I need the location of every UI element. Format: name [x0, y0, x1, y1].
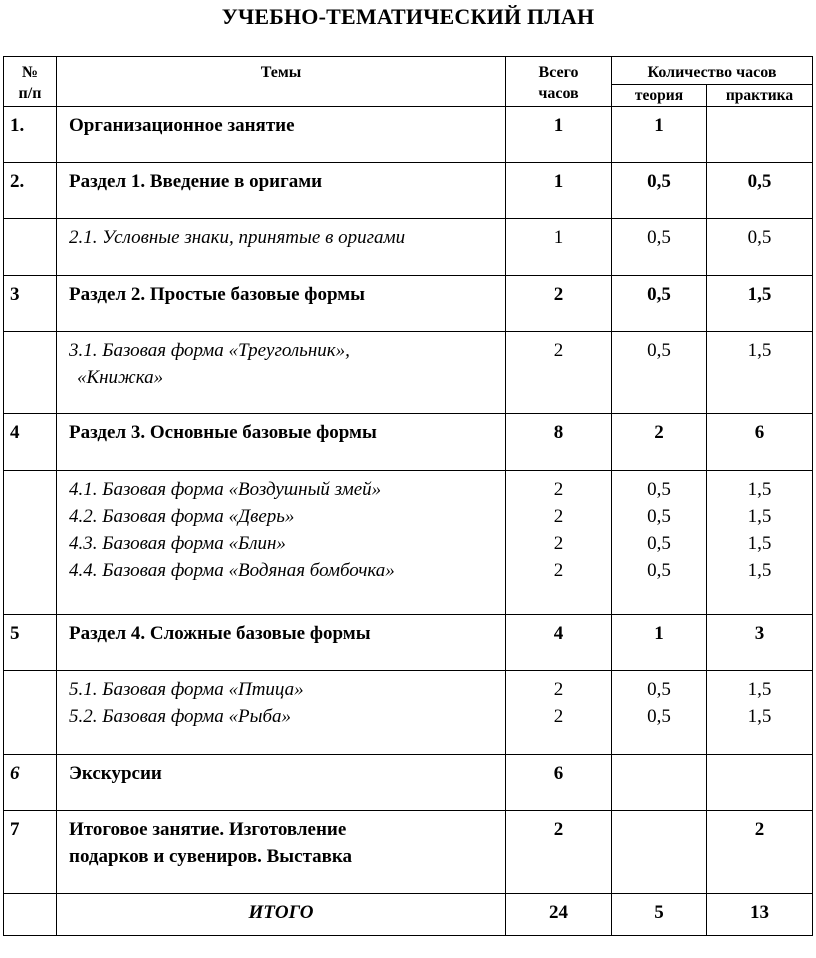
total-value: 1	[553, 227, 564, 248]
theory-value: 0,5	[647, 479, 671, 500]
topic-line: подарков и сувениров. Выставка	[69, 846, 353, 867]
table-row	[4, 332, 813, 414]
total-value: 2	[553, 506, 564, 527]
header-total-line2: часов	[538, 85, 579, 102]
table-row	[4, 414, 813, 471]
theory-value: 2	[654, 422, 664, 443]
table-row	[4, 755, 813, 811]
total-label: ИТОГО	[57, 894, 506, 936]
topic-line: Экскурсии	[69, 763, 162, 784]
practice-value: 1,5	[747, 706, 772, 727]
total-value: 2	[553, 284, 564, 305]
table-body	[4, 107, 813, 894]
total-value: 8	[553, 422, 564, 443]
row-practice	[707, 107, 813, 163]
row-total	[506, 219, 612, 276]
row-number: 2.	[4, 163, 57, 219]
row-topic	[57, 332, 506, 414]
row-topic	[57, 615, 506, 671]
theory-value: 0,5	[647, 506, 671, 527]
row-topic	[57, 671, 506, 755]
row-theory	[612, 219, 707, 276]
table-row	[4, 671, 813, 755]
topic-line: Организационное занятие	[69, 115, 295, 136]
header-num-line2: п/п	[18, 85, 42, 102]
row-total	[506, 332, 612, 414]
row-theory	[612, 107, 707, 163]
row-number	[4, 671, 57, 755]
total-value: 2	[553, 479, 564, 500]
row-total	[506, 471, 612, 615]
practice-value: 1,5	[747, 284, 772, 305]
header-practice: практика	[707, 85, 813, 107]
row-theory	[612, 276, 707, 332]
practice-value: 1,5	[747, 560, 772, 581]
row-topic	[57, 811, 506, 894]
row-total	[506, 276, 612, 332]
page-title: УЧЕБНО-ТЕМАТИЧЕСКИЙ ПЛАН	[221, 4, 595, 29]
row-total	[506, 615, 612, 671]
row-theory	[612, 163, 707, 219]
total-row	[4, 894, 813, 936]
row-theory	[612, 615, 707, 671]
row-practice	[707, 811, 813, 894]
topic-line: 5.1. Базовая форма «Птица»	[69, 679, 304, 700]
row-topic	[57, 414, 506, 471]
theory-value: 0,5	[647, 284, 671, 305]
row-topic	[57, 471, 506, 615]
topic-line: 4.2. Базовая форма «Дверь»	[69, 506, 295, 527]
row-total	[506, 811, 612, 894]
row-topic	[57, 107, 506, 163]
row-practice	[707, 163, 813, 219]
header-total	[506, 57, 612, 107]
total-value: 2	[553, 706, 564, 727]
row-practice	[707, 615, 813, 671]
practice-value: 0,5	[747, 171, 772, 192]
header-topics: Темы	[57, 57, 506, 107]
row-practice	[707, 671, 813, 755]
table-row	[4, 471, 813, 615]
row-number	[4, 471, 57, 615]
row-number: 4	[4, 414, 57, 471]
row-topic	[57, 755, 506, 811]
row-total	[506, 414, 612, 471]
theory-value: 0,5	[647, 340, 671, 361]
topic-line: 4.1. Базовая форма «Воздушный змей»	[69, 479, 382, 500]
topic-line: Раздел 2. Простые базовые формы	[69, 284, 366, 305]
topic-line: Итоговое занятие. Изготовление	[69, 819, 347, 840]
header-theory: теория	[612, 85, 707, 107]
row-practice	[707, 755, 813, 811]
practice-value: 1,5	[747, 506, 772, 527]
row-total	[506, 163, 612, 219]
practice-value: 1,5	[747, 340, 772, 361]
row-total	[506, 755, 612, 811]
row-topic	[57, 219, 506, 276]
row-total	[506, 671, 612, 755]
thematic-plan-table	[3, 56, 813, 936]
practice-value: 6	[754, 422, 765, 443]
table-total	[4, 894, 813, 936]
header-total-line1: Всего	[538, 64, 579, 81]
total-practice: 13	[707, 894, 813, 936]
topic-line: 3.1. Базовая форма «Треугольник»,	[69, 340, 350, 361]
row-number	[4, 332, 57, 414]
row-practice	[707, 332, 813, 414]
row-number	[4, 219, 57, 276]
table-row	[4, 811, 813, 894]
row-theory	[612, 671, 707, 755]
topic-line: 5.2. Базовая форма «Рыба»	[69, 706, 292, 727]
practice-value: 3	[754, 623, 765, 644]
total-value: 6	[553, 763, 564, 784]
row-practice	[707, 276, 813, 332]
topic-line: 4.4. Базовая форма «Водяная бомбочка»	[69, 560, 395, 581]
row-theory	[612, 332, 707, 414]
theory-value: 0,5	[647, 560, 671, 581]
row-number: 1.	[4, 107, 57, 163]
header-num	[4, 57, 57, 107]
practice-value: 1,5	[747, 479, 772, 500]
row-theory	[612, 755, 707, 811]
practice-value: 2	[754, 819, 765, 840]
row-number: 6	[4, 755, 57, 811]
theory-value: 0,5	[647, 171, 671, 192]
theory-value: 0,5	[647, 679, 671, 700]
total-value: 2	[553, 819, 564, 840]
table-header	[4, 57, 813, 107]
total-theory: 5	[612, 894, 707, 936]
row-topic	[57, 163, 506, 219]
total-hours: 24	[506, 894, 612, 936]
row-number: 5	[4, 615, 57, 671]
theory-value: 0,5	[647, 227, 671, 248]
row-practice	[707, 471, 813, 615]
total-value: 1	[553, 115, 564, 136]
header-hours: Количество часов	[612, 57, 813, 85]
topic-line: Раздел 4. Сложные базовые формы	[69, 623, 371, 644]
row-theory	[612, 414, 707, 471]
topic-line: 2.1. Условные знаки, принятые в оригами	[69, 227, 406, 248]
total-value: 2	[553, 533, 564, 554]
practice-value: 0,5	[747, 227, 772, 248]
total-value: 2	[553, 560, 564, 581]
topic-line: 4.3. Базовая форма «Блин»	[69, 533, 286, 554]
row-theory	[612, 811, 707, 894]
total-value: 4	[553, 623, 564, 644]
topic-line: Раздел 1. Введение в оригами	[69, 171, 323, 192]
row-number: 3	[4, 276, 57, 332]
topic-line: «Книжка»	[77, 367, 164, 388]
table-row	[4, 107, 813, 163]
row-total	[506, 107, 612, 163]
table-row	[4, 276, 813, 332]
theory-value: 1	[654, 623, 664, 644]
topic-line: Раздел 3. Основные базовые формы	[69, 422, 377, 443]
total-num	[4, 894, 57, 936]
theory-value: 0,5	[647, 706, 671, 727]
practice-value: 1,5	[747, 533, 772, 554]
table-row	[4, 219, 813, 276]
header-num-line1: №	[21, 64, 39, 81]
row-theory	[612, 471, 707, 615]
row-practice	[707, 219, 813, 276]
total-value: 1	[553, 171, 564, 192]
table-row	[4, 163, 813, 219]
total-value: 2	[553, 679, 564, 700]
theory-value: 0,5	[647, 533, 671, 554]
table-row	[4, 615, 813, 671]
row-practice	[707, 414, 813, 471]
row-number: 7	[4, 811, 57, 894]
row-topic	[57, 276, 506, 332]
practice-value: 1,5	[747, 679, 772, 700]
total-value: 2	[553, 340, 564, 361]
theory-value: 1	[654, 115, 664, 136]
